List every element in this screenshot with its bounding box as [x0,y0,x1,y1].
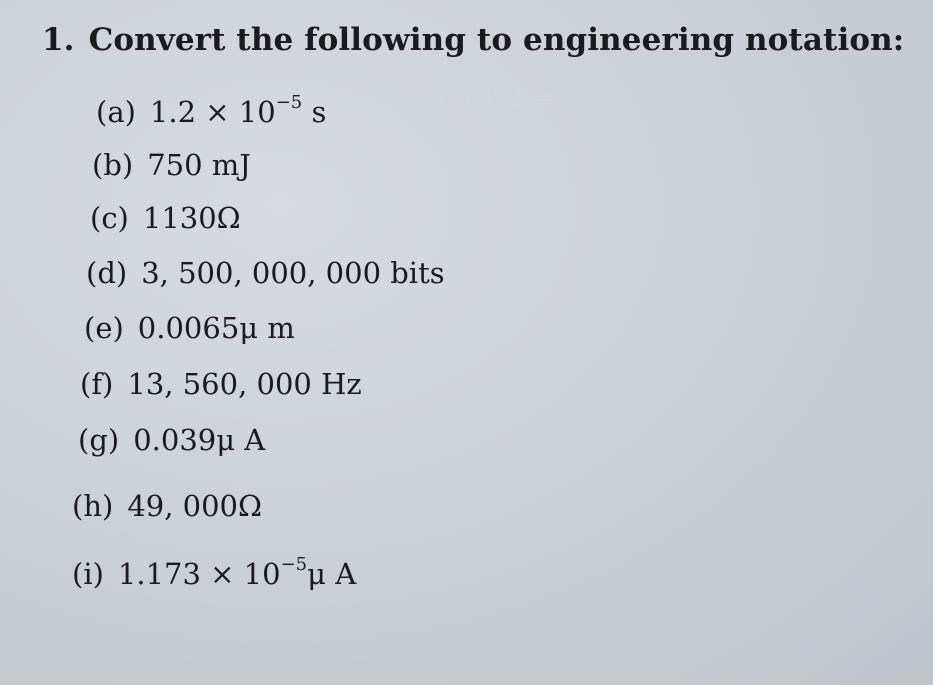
item-mantissa: 1.2 × 10 [149,95,276,129]
list-item-b [92,148,251,182]
pencil-annotation: = .00001 2 = [372,86,557,111]
item-label: (c) [90,201,129,235]
item-value: 0.039μ A [133,423,266,457]
problem-number: 1. [42,22,75,58]
item-exponent: −5 [280,554,308,575]
item-value [117,554,357,591]
list-item-c [90,201,241,235]
item-label: (h) [72,489,114,523]
list-item-d [86,256,445,290]
list-item-f [80,367,362,401]
item-value: 0.0065μ m [137,311,295,345]
problem-prompt: Convert the following to engineering notation: [88,22,905,58]
item-exponent: −5 [275,92,303,113]
list-item-a [96,92,327,129]
item-value: 49, 000Ω [127,489,263,523]
item-value: 3, 500, 000, 000 bits [141,256,445,290]
item-label: (a) [96,95,136,129]
item-unit: μ A [307,557,357,591]
item-unit: s [302,95,327,129]
list-item-h [72,489,263,523]
item-label: (b) [92,148,134,182]
item-label: (d) [86,256,128,290]
list-item-e [84,311,295,345]
item-value [149,92,327,129]
item-value: 750 mJ [147,148,251,182]
item-mantissa: 1.173 × 10 [117,557,281,591]
list-item-g [78,423,266,457]
list-item-i [72,554,357,591]
item-label: (g) [78,423,120,457]
item-label: (f) [80,367,114,401]
item-label: (i) [72,557,104,591]
item-value: 1130Ω [142,201,241,235]
item-value: 13, 560, 000 Hz [127,367,362,401]
problem-heading [42,22,904,58]
item-label: (e) [84,311,124,345]
